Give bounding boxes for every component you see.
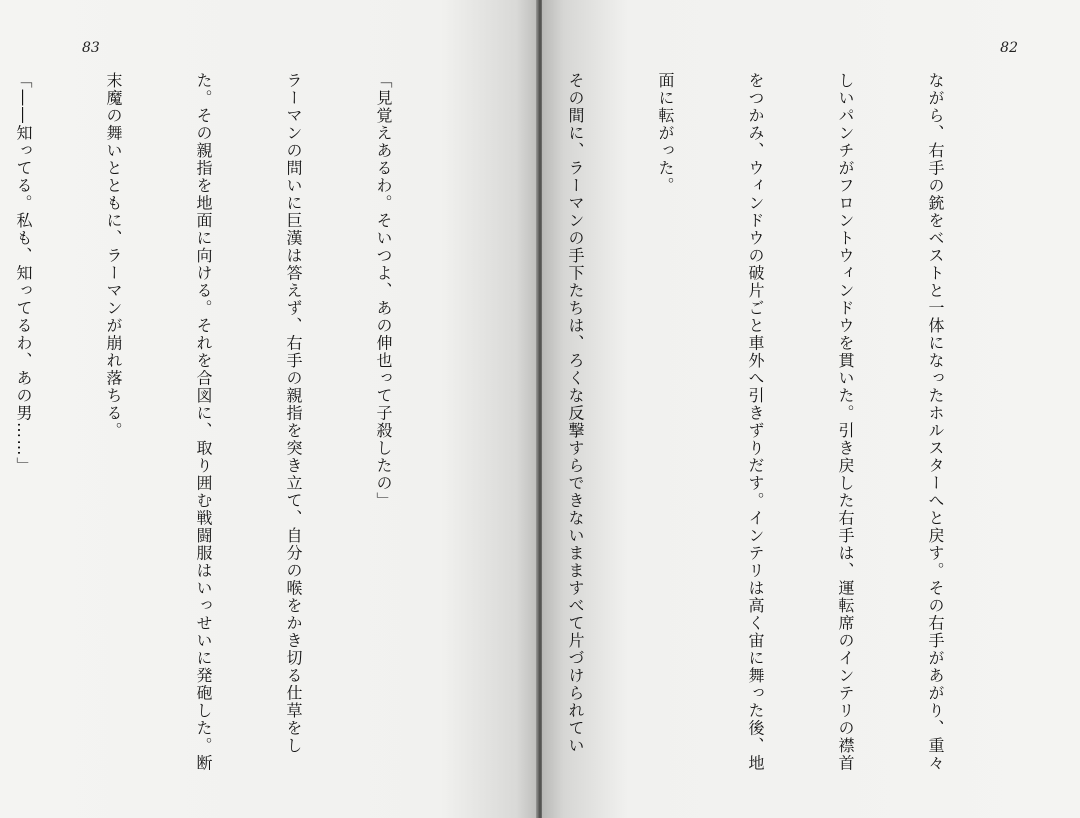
text-line: その間に、ラーマンの手下たちは、ろくな反撃すらできないまますべて片づけられてい — [566, 72, 585, 755]
right-page-text — [560, 72, 1010, 804]
text-line: 面に転がった。 — [656, 72, 675, 195]
text-line: 「見覚えあるわ。そいつよ、あの伸也って子殺したの」 — [374, 72, 393, 510]
text-line: ながら、右手の銃をベストと一体になったホルスターへと戻す。その右手があがり、重々 — [926, 72, 945, 772]
page-number-left: 83 — [82, 40, 100, 56]
text-line: ラーマンの問いに巨漢は答えず、右手の親指を突き立て、自分の喉をかき切る仕草をし — [284, 72, 303, 755]
text-line: た。その親指を地面に向ける。それを合図に、取り囲む戦闘服はいっせいに発砲した。断 — [194, 72, 213, 772]
text-line: 「――知ってる。私も、知ってるわ、あの男……」 — [14, 72, 33, 475]
text-line: しいパンチがフロントウィンドウを貫いた。引き戻した右手は、運転席のインテリの襟首 — [836, 72, 855, 772]
left-page-text — [8, 72, 458, 804]
text-line: をつかみ、ウィンドウの破片ごと車外へ引きずりだす。インテリは高く宙に舞った後、地 — [746, 72, 765, 772]
right-page — [542, 0, 1080, 818]
text-line: 末魔の舞いとともに、ラーマンが崩れ落ちる。 — [104, 72, 123, 440]
page-number-right: 82 — [1000, 40, 1018, 56]
left-page — [0, 0, 538, 818]
